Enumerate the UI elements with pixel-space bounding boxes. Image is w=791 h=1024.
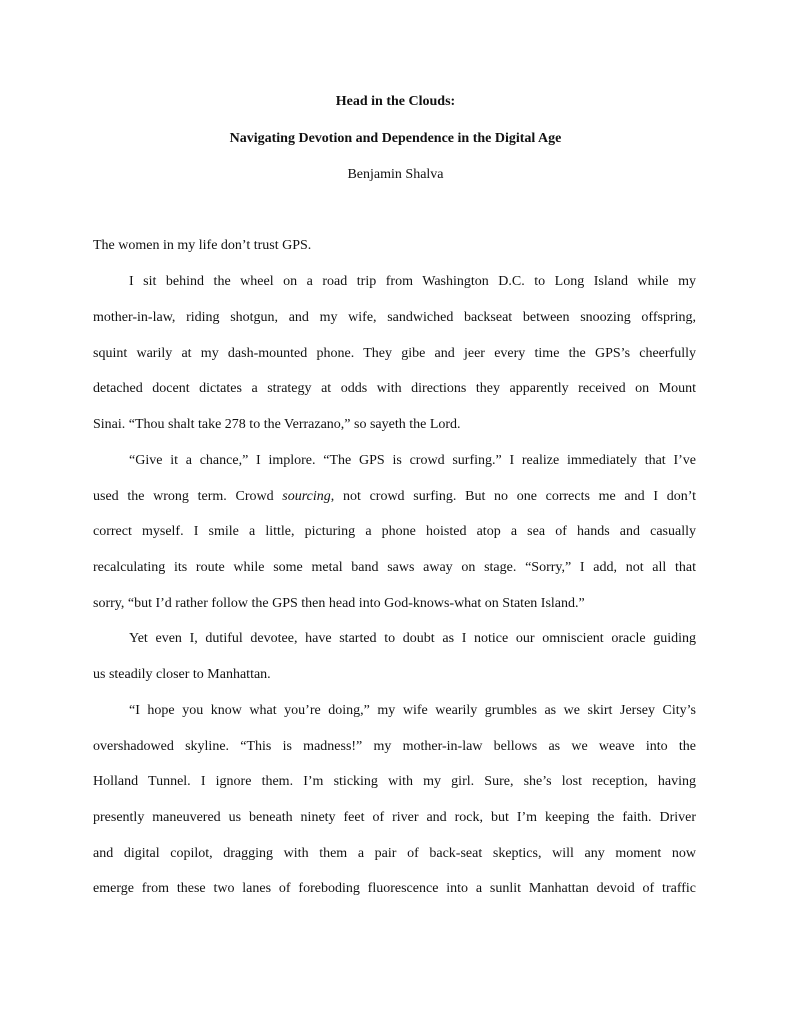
body-line: overshadowed skyline. “This is madness!” my mother-in-law bellows as we weave into the <box>93 739 696 754</box>
body-line: mother-in-law, riding shotgun, and my wife, sandwiched backseat between snoozing offspring, <box>93 310 696 325</box>
body-line: squint warily at my dash-mounted phone. They gibe and jeer every time the GPS’s cheerfully <box>93 346 696 361</box>
body-line: correct myself. I smile a little, picturing a phone hoisted atop a sea of hands and casually <box>93 524 696 539</box>
body-line: emerge from these two lanes of foreboding fluorescence into a sunlit Manhattan devoid of traffic <box>93 881 696 896</box>
body-line: us steadily closer to Manhattan. <box>93 667 271 682</box>
body-line: “I hope you know what you’re doing,” my wife wearily grumbles as we skirt Jersey City’s <box>129 703 696 718</box>
document-author: Benjamin Shalva <box>347 167 444 182</box>
body-line: recalculating its route while some metal band saws away on stage. “Sorry,” I add, not all that <box>93 560 696 575</box>
body-line-text: , not crowd surfing. But no one corrects me and I don’t <box>330 489 697 504</box>
body-line: “Give it a chance,” I implore. “The GPS is crowd surfing.” I realize immediately that I’ve <box>129 453 696 468</box>
body-line: Yet even I, dutiful devotee, have started to doubt as I notice our omniscient oracle guiding <box>129 631 696 646</box>
body-line <box>93 488 696 506</box>
body-line: The women in my life don’t trust GPS. <box>93 238 312 253</box>
body-line: Holland Tunnel. I ignore them. I’m sticking with my girl. Sure, she’s lost reception, having <box>93 774 696 789</box>
body-line: sorry, “but I’d rather follow the GPS then head into God-knows-what on Staten Island.” <box>93 596 585 611</box>
italic-word: sourcing <box>282 489 331 504</box>
body-line: I sit behind the wheel on a road trip from Washington D.C. to Long Island while my <box>129 274 696 289</box>
document-subtitle: Navigating Devotion and Dependence in the Digital Age <box>229 131 562 146</box>
body-line: detached docent dictates a strategy at odds with directions they apparently received on Mount <box>93 381 696 396</box>
body-line: presently maneuvered us beneath ninety feet of river and rock, but I’m keeping the faith. Driver <box>93 810 696 825</box>
body-line: Sinai. “Thou shalt take 278 to the Verrazano,” so sayeth the Lord. <box>93 417 461 432</box>
body-line: and digital copilot, dragging with them a pair of back-seat skeptics, will any moment now <box>93 846 696 861</box>
body-line-text: used the wrong term. Crowd <box>93 489 283 504</box>
document-title: Head in the Clouds: <box>335 94 456 109</box>
